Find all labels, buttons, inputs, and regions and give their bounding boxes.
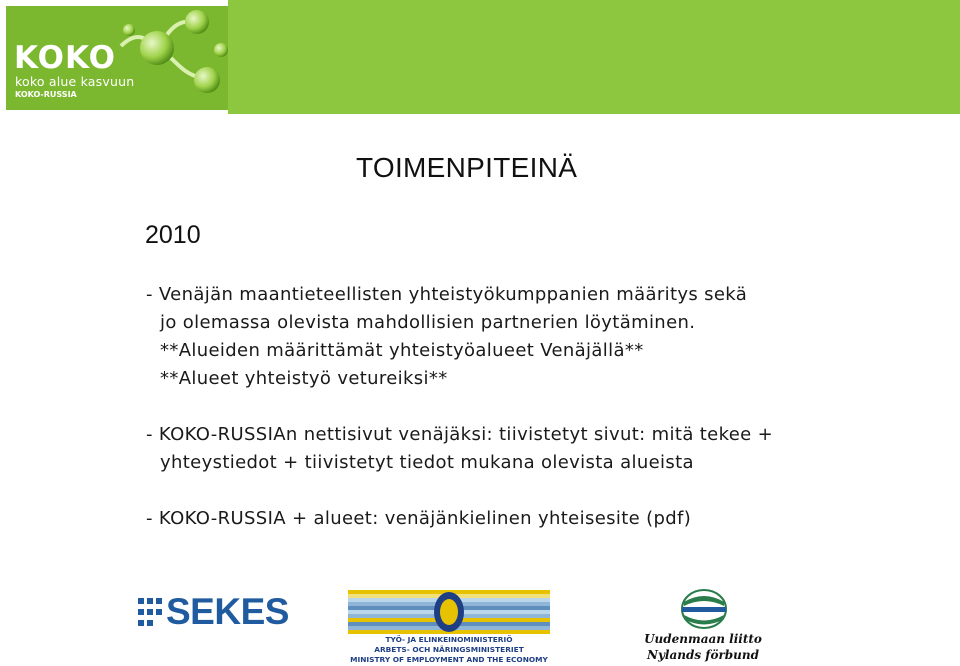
- molecule-icon: [111, 6, 228, 110]
- body-line-4: **Alueet yhteistyö vetureiksi**: [160, 368, 448, 389]
- year-heading: 2010: [145, 221, 201, 249]
- ministry-name-en: MINISTRY OF EMPLOYMENT AND THE ECONOMY: [350, 655, 548, 664]
- koko-logo-panel: [6, 6, 228, 110]
- ministry-name-fi: TYÖ- JA ELINKEINOMINISTERIÖ: [385, 635, 513, 644]
- ministry-name-sv: ARBETS- OCH NÄRINGSMINISTERIET: [374, 645, 524, 654]
- body-line-6: yhteystiedot + tiivistetyt tiedot mukana olevista alueista: [160, 452, 694, 473]
- koko-logo[interactable]: [0, 0, 228, 114]
- ministry-stripes-icon: [348, 590, 550, 634]
- body-line-7: - KOKO-RUSSIA + alueet: venäjänkielinen yhteisesite (pdf): [146, 508, 692, 529]
- uusimaa-name-sv: Nylands förbund: [646, 648, 760, 662]
- page-title: TOIMENPITEINÄ: [356, 152, 578, 183]
- uusimaa-name-fi: Uudenmaan liitto: [644, 632, 762, 646]
- body-line-5: - KOKO-RUSSIAn nettisivut venäjäksi: tiivistetyt sivut: mitä tekee +: [146, 424, 774, 445]
- sekes-wordmark: SEKES: [166, 591, 289, 632]
- uusimaa-emblem-icon: [680, 588, 728, 630]
- body-line-3: **Alueiden määrittämät yhteistyöalueet Venäjällä**: [160, 340, 644, 361]
- sekes-dots-icon: [138, 596, 162, 628]
- logo-subtitle: KOKO-RUSSIA: [15, 90, 77, 99]
- logo-wordmark: KOKO: [14, 40, 116, 76]
- logo-tagline: koko alue kasvuun: [15, 74, 135, 89]
- body-line-1: - Venäjän maantieteellisten yhteistyökumppanien määritys sekä: [146, 284, 748, 305]
- body-line-2: jo olemassa olevista mahdollisien partnerien löytäminen.: [160, 312, 696, 333]
